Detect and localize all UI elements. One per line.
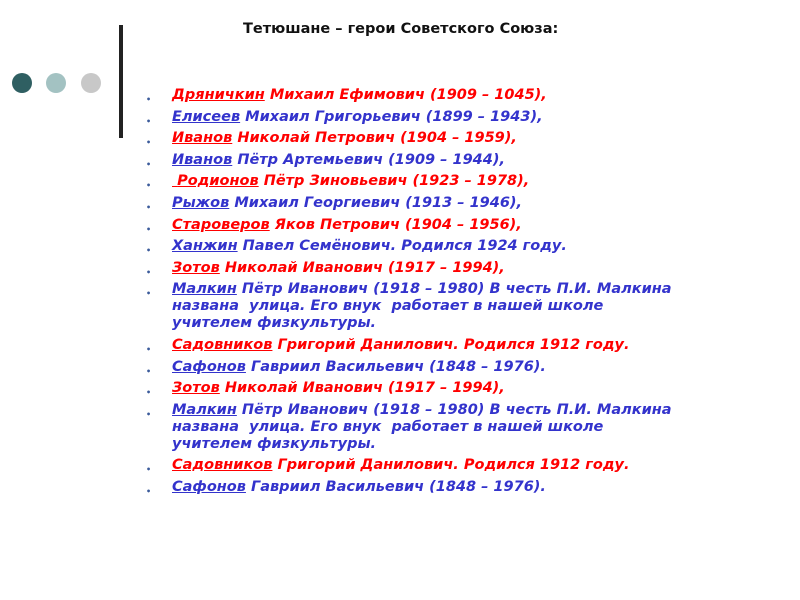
list-item — [146, 457, 772, 475]
bullet-icon: • — [146, 465, 152, 475]
hero-details: Пётр Артемьевич (1909 – 1944), — [232, 151, 505, 168]
vertical-divider — [119, 25, 123, 138]
bullet-icon: • — [146, 289, 152, 299]
hero-surname-link[interactable]: Елисеев — [172, 108, 241, 125]
hero-details: Пётр Иванович (1918 – 1980) В честь П.И. Малкина названа улица. Его внук работает в нашей школе учителем физкультуры. — [172, 401, 672, 452]
heroes-list — [146, 87, 772, 501]
hero-details: Пётр Иванович (1918 – 1980) В честь П.И. Малкина названа улица. Его внук работает в нашей школе учителем физкультуры. — [172, 281, 672, 332]
list-item — [146, 87, 772, 104]
bullet-icon: • — [146, 224, 152, 234]
bullet-icon: • — [146, 116, 152, 126]
hero-details: Григорий Данилович. Родился 1912 году. — [272, 336, 630, 353]
hero-surname-link[interactable]: Зотов — [172, 259, 220, 276]
hero-surname-link[interactable]: Малкин — [172, 281, 237, 298]
hero-surname-link[interactable]: Рыжов — [172, 194, 230, 211]
list-item — [146, 194, 772, 212]
hero-surname-link[interactable]: Ханжин — [172, 238, 238, 255]
hero-details: Николай Петрович (1904 – 1959), — [232, 130, 517, 147]
list-item — [146, 238, 772, 256]
hero-details: Пётр Зиновьевич (1923 – 1978), — [258, 173, 530, 190]
list-item — [146, 130, 772, 148]
list-item — [146, 259, 772, 277]
bullet-icon: • — [146, 246, 152, 256]
bullet-icon: • — [146, 409, 152, 419]
hero-surname-link[interactable]: Сафонов — [172, 478, 246, 495]
hero-details: Михаил Ефимович (1909 – 1045), — [264, 87, 547, 103]
decorative-dot-dark — [12, 73, 32, 93]
slide-title: Тетюшане – герои Советского Союза: — [243, 21, 559, 37]
bullet-icon: • — [146, 202, 152, 212]
hero-surname-link[interactable]: Родионов — [172, 173, 259, 190]
hero-details: Николай Иванович (1917 – 1994), — [219, 259, 505, 276]
list-item — [146, 380, 772, 398]
hero-surname-link[interactable]: Зотов — [172, 380, 220, 397]
hero-surname-link[interactable]: Дряничкин — [172, 87, 265, 103]
list-item — [146, 281, 772, 332]
hero-details: Павел Семёнович. Родился 1924 году. — [237, 238, 567, 255]
hero-surname-link[interactable]: Малкин — [172, 401, 237, 418]
bullet-icon: • — [146, 267, 152, 277]
list-item — [146, 173, 772, 191]
bullet-icon: • — [146, 344, 152, 354]
hero-surname-link[interactable]: Сафонов — [172, 358, 246, 375]
hero-details: Григорий Данилович. Родился 1912 году. — [272, 457, 630, 474]
hero-surname-link[interactable]: Иванов — [172, 130, 233, 147]
hero-details: Михаил Григорьевич (1899 – 1943), — [240, 108, 543, 125]
list-item — [146, 478, 772, 496]
list-item — [146, 401, 772, 453]
list-item — [146, 358, 772, 376]
bullet-icon: • — [146, 366, 152, 376]
hero-details: Николай Иванович (1917 – 1994), — [219, 380, 505, 397]
hero-details: Гавриил Васильевич (1848 – 1976). — [245, 478, 546, 495]
hero-surname-link[interactable]: Садовников — [172, 336, 273, 353]
hero-surname-link[interactable]: Садовников — [172, 457, 273, 474]
hero-details: Яков Петрович (1904 – 1956), — [269, 216, 522, 233]
decorative-dot-grey — [81, 73, 101, 93]
list-item — [146, 108, 772, 126]
bullet-icon: • — [146, 138, 152, 148]
list-item — [146, 151, 772, 169]
bullet-icon: • — [146, 95, 152, 104]
bullet-icon: • — [146, 159, 152, 169]
hero-surname-link[interactable]: Иванов — [172, 151, 233, 168]
hero-surname-link[interactable]: Староверов — [172, 216, 270, 233]
bullet-icon: • — [146, 486, 152, 496]
bullet-icon: • — [146, 388, 152, 398]
hero-details: Гавриил Васильевич (1848 – 1976). — [245, 358, 546, 375]
list-item — [146, 336, 772, 354]
list-item — [146, 216, 772, 234]
bullet-icon: • — [146, 181, 152, 191]
hero-details: Михаил Георгиевич (1913 – 1946), — [229, 194, 523, 211]
decorative-dot-light — [46, 73, 66, 93]
